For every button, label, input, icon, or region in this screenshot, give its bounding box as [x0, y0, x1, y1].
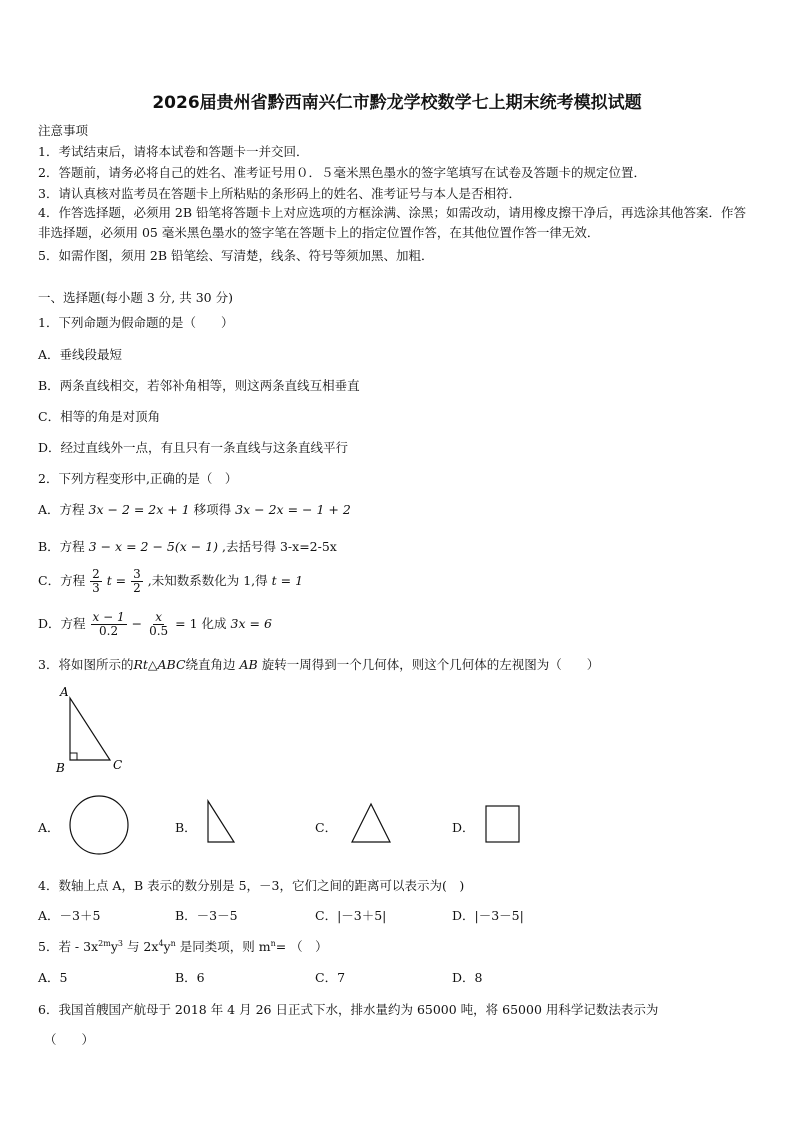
q5-option-d: D．8: [452, 970, 483, 985]
isosceles-triangle-icon: [348, 800, 394, 846]
notice-heading: 注意事项: [38, 123, 89, 138]
q3-stem-mid: 绕直角边: [185, 657, 236, 672]
q2-a-prefix: A．方程: [38, 502, 85, 517]
q5-exp-2: 3: [117, 938, 123, 948]
q2-option-b: [38, 537, 337, 555]
q4-stem: 4．数轴上点 A，B 表示的数分别是 5，－3，它们之间的距离可以表示为( ): [38, 878, 465, 893]
q5-stem-end: = （ ）: [275, 939, 328, 954]
q2-a-mid: 移项得: [193, 502, 232, 517]
q1-option-a: A．垂线段最短: [38, 347, 123, 362]
q2-stem: 2．下列方程变形中,正确的是（ ）: [38, 471, 238, 486]
q5-exp-4: n: [170, 938, 176, 948]
q2-c-var: t =: [106, 573, 127, 588]
notice-item-5: 5．如需作图，须用 2B 铅笔绘、写清楚，线条、符号等须加黑、加粗．: [38, 248, 434, 263]
q2-c-fraction-2: [131, 568, 143, 595]
vertex-label-b: B: [56, 761, 65, 775]
q2-d-eq: = 1: [175, 616, 198, 631]
q3-stem-pre: 3．将如图所示的: [38, 657, 134, 672]
square-icon: [483, 803, 523, 845]
q1-option-b: B．两条直线相交，若邻补角相等，则这两条直线互相垂直: [38, 378, 360, 393]
q4-option-d: D．|－3－5|: [452, 908, 524, 923]
frac-den: 3: [92, 581, 100, 595]
q5-exp-1: 2m: [98, 938, 111, 948]
q3-triangle-figure: [50, 680, 160, 780]
q4-option-c: C．|－3＋5|: [315, 908, 387, 923]
q5-option-b: B．6: [175, 970, 205, 985]
q5-option-a: A．5: [38, 970, 68, 985]
q2-d-post: 化成: [201, 616, 227, 631]
q2-d-fraction-1: [91, 611, 127, 638]
q5-var-y2: y: [163, 939, 171, 954]
q5-stem-pre: 5．若 - 3x: [38, 939, 99, 954]
q5-stem-post: 是同类项，则 m: [175, 939, 271, 954]
q3-option-a-label: A．: [38, 820, 60, 835]
q5-exp-3: 4: [158, 938, 164, 948]
q2-d-result: 3x = 6: [230, 616, 272, 631]
q2-d-fraction-2: [147, 611, 170, 638]
q2-option-c: [38, 568, 303, 595]
q3-triangle-name: Rt△ABC: [133, 657, 186, 672]
frac-den: 2: [133, 581, 141, 595]
vertex-label-a: A: [60, 685, 69, 699]
q3-side-ab: AB: [239, 657, 258, 672]
frac-num: x − 1: [92, 610, 125, 624]
q2-c-post: ,未知数系数化为 1,得: [147, 573, 268, 588]
notice-item-1: 1．考试结束后，请将本试卷和答题卡一并交回．: [38, 144, 309, 159]
q2-a-equation: 3x − 2 = 2x + 1: [88, 502, 190, 517]
q5-option-c: C．7: [315, 970, 346, 985]
q2-d-minus: −: [131, 616, 143, 631]
q2-a-result: 3x − 2x = − 1 + 2: [235, 502, 351, 517]
circle-icon: [67, 793, 131, 857]
q2-option-d: [38, 611, 272, 638]
q4-option-b: B．－3－5: [175, 908, 238, 923]
q2-b-post: ,去括号得 3-x=2-5x: [222, 539, 337, 554]
frac-num: 3: [133, 567, 141, 581]
q2-c-result: t = 1: [271, 573, 304, 588]
q1-option-c: C．相等的角是对顶角: [38, 409, 161, 424]
right-triangle-icon: [202, 797, 242, 847]
right-triangle: [70, 698, 110, 760]
q6-stem: 6．我国首艘国产航母于 2018 年 4 月 26 日正式下水，排水量约为 65000 吨，将 65000 用科学记数法表示为: [38, 1002, 659, 1017]
notice-item-2: 2．答题前，请务必将自己的姓名、准考证号用０．５毫米黑色墨水的签字笔填写在试卷及答题卡的规定位置．: [38, 165, 646, 180]
q6-answer-paren: （ ）: [44, 1032, 95, 1047]
q2-b-equation: 3 − x = 2 − 5(x − 1): [88, 539, 219, 554]
q2-c-fraction-1: [90, 568, 102, 595]
q1-stem: 1．下列命题为假命题的是（ ）: [38, 315, 234, 330]
frac-den: 0.2: [99, 624, 119, 638]
page-title: 2026届贵州省黔西南兴仁市黔龙学校数学七上期末统考模拟试题: [152, 93, 642, 113]
frac-num: x: [155, 610, 162, 624]
q2-c-prefix: C．方程: [38, 573, 86, 588]
vertex-label-c: C: [113, 758, 123, 772]
q3-stem-post: 旋转一周得到一个几何体，则这个几何体的左视图为（ ）: [261, 657, 600, 672]
q5-var-y: y: [110, 939, 118, 954]
right-angle-mark: [70, 753, 77, 760]
q3-option-d-label: D．: [452, 820, 475, 835]
q4-option-a: A．－3＋5: [38, 908, 101, 923]
q5-stem-mid: 与 2x: [122, 939, 159, 954]
frac-num: 2: [92, 567, 100, 581]
q5-stem: [38, 937, 328, 955]
section-heading: 一、选择题(每小题 3 分, 共 30 分): [38, 290, 233, 305]
q5-exp-5: n: [270, 938, 276, 948]
notice-item-4: 4．作答选择题，必须用 2B 铅笔将答题卡上对应选项的方框涂满、涂黑；如需改动，请用橡皮擦干净后，再选涂其他答案．作答非选择题，必须用 05 毫米黑色墨水的签字笔在答题卡上的指定位置作答，在其他位置作答一律无效．: [38, 205, 747, 240]
q2-b-prefix: B．方程: [38, 539, 85, 554]
frac-den: 0.5: [149, 624, 169, 638]
q3-stem: [38, 655, 599, 673]
q2-d-prefix: D．方程: [38, 616, 86, 631]
q3-option-b-label: B．: [175, 820, 197, 835]
notice-item-3: 3．请认真核对监考员在答题卡上所粘贴的条形码上的姓名、准考证号与本人是否相符．: [38, 186, 521, 201]
q2-option-a: [38, 500, 351, 518]
q1-option-d: D．经过直线外一点，有且只有一条直线与这条直线平行: [38, 440, 349, 455]
q3-option-c-label: C．: [315, 820, 338, 835]
